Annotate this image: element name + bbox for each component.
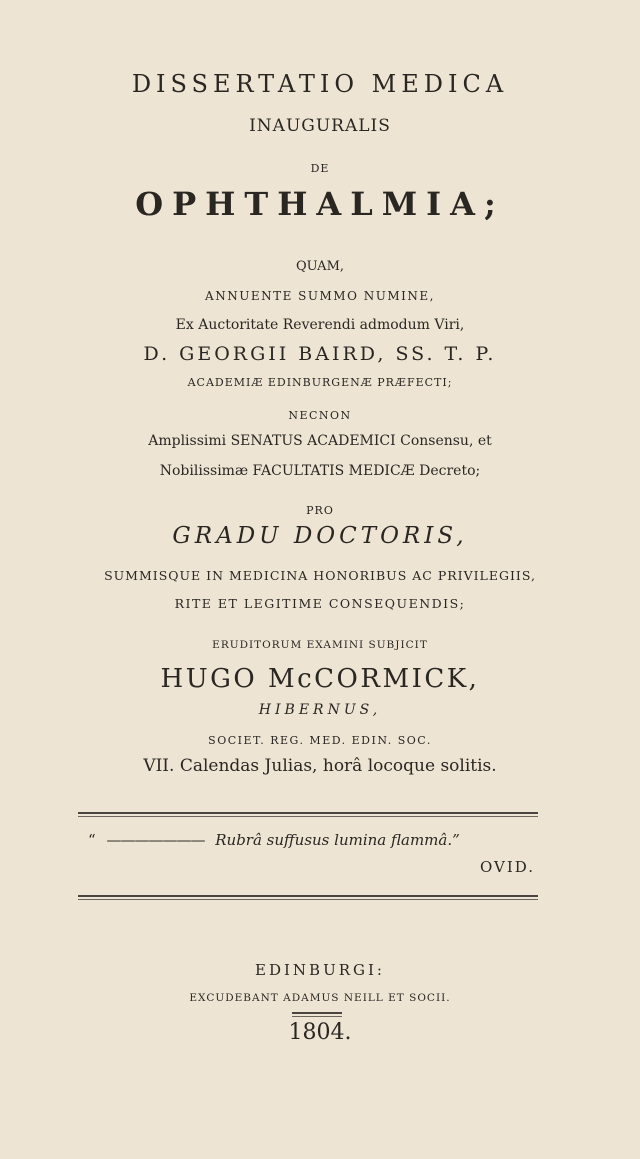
imprint-city: EDINBURGI: xyxy=(255,961,385,979)
top-rule-inner xyxy=(78,816,538,817)
year-rule-inner xyxy=(292,1016,342,1017)
label-quam: QUAM, xyxy=(295,259,345,274)
eruditorum-line: ERUDITORUM EXAMINI SUBJICIT xyxy=(212,639,428,651)
necnon-line: NECNON xyxy=(288,409,352,422)
bottom-rule xyxy=(78,895,538,897)
title-inauguralis: INAUGURALIS xyxy=(249,116,391,136)
nobilissimae-line: Nobilissimæ FACULTATIS MEDICÆ Decreto; xyxy=(159,463,481,479)
pro-line: PRO xyxy=(306,504,334,517)
amplissimi-line: Amplissimi SENATUS ACADEMICI Consensu, et xyxy=(148,433,492,449)
label-de: DE xyxy=(310,162,330,175)
author-name: HUGO McCORMICK, xyxy=(160,664,480,694)
open-quote: “ xyxy=(88,831,96,849)
rite-line: RITE ET LEGITIME CONSEQUENDIS; xyxy=(174,596,466,611)
baird-line: D. GEORGII BAIRD, SS. T. P. xyxy=(143,343,497,365)
societ-line: SOCIET. REG. MED. EDIN. SOC. xyxy=(208,734,432,747)
subject-ophthalmia: OPHTHALMIA; xyxy=(135,185,505,223)
top-rule xyxy=(78,812,538,814)
gradu-doctoris: GRADU DOCTORIS, xyxy=(172,523,468,549)
epigraph xyxy=(88,833,548,848)
hibernus-line: HIBERNUS, xyxy=(258,702,382,718)
epigraph-author: OVID. xyxy=(480,858,536,876)
summisque-line: SUMMISQUE IN MEDICINA HONORIBUS AC PRIVILEGIIS, xyxy=(104,568,536,583)
auctoritate-line: Ex Auctoritate Reverendi admodum Viri, xyxy=(175,317,465,333)
academiae-line: ACADEMIÆ EDINBURGENÆ PRÆFECTI; xyxy=(187,376,453,389)
quote-dash: ——————— xyxy=(106,831,205,849)
bottom-rule-inner xyxy=(78,899,538,900)
annuente-line: ANNUENTE SUMMO NUMINE, xyxy=(205,289,435,303)
date-line: VII. Calendas Julias, horâ locoque solitis. xyxy=(143,756,497,776)
imprint-printer: EXCUDEBANT ADAMUS NEILL ET SOCII. xyxy=(189,992,451,1004)
title-dissertatio-medica: DISSERTATIO MEDICA xyxy=(131,70,509,98)
year-rule xyxy=(292,1012,342,1014)
imprint-year: 1804. xyxy=(288,1020,352,1045)
epigraph-text: Rubrâ suffusus lumina flammâ.” xyxy=(215,831,460,849)
